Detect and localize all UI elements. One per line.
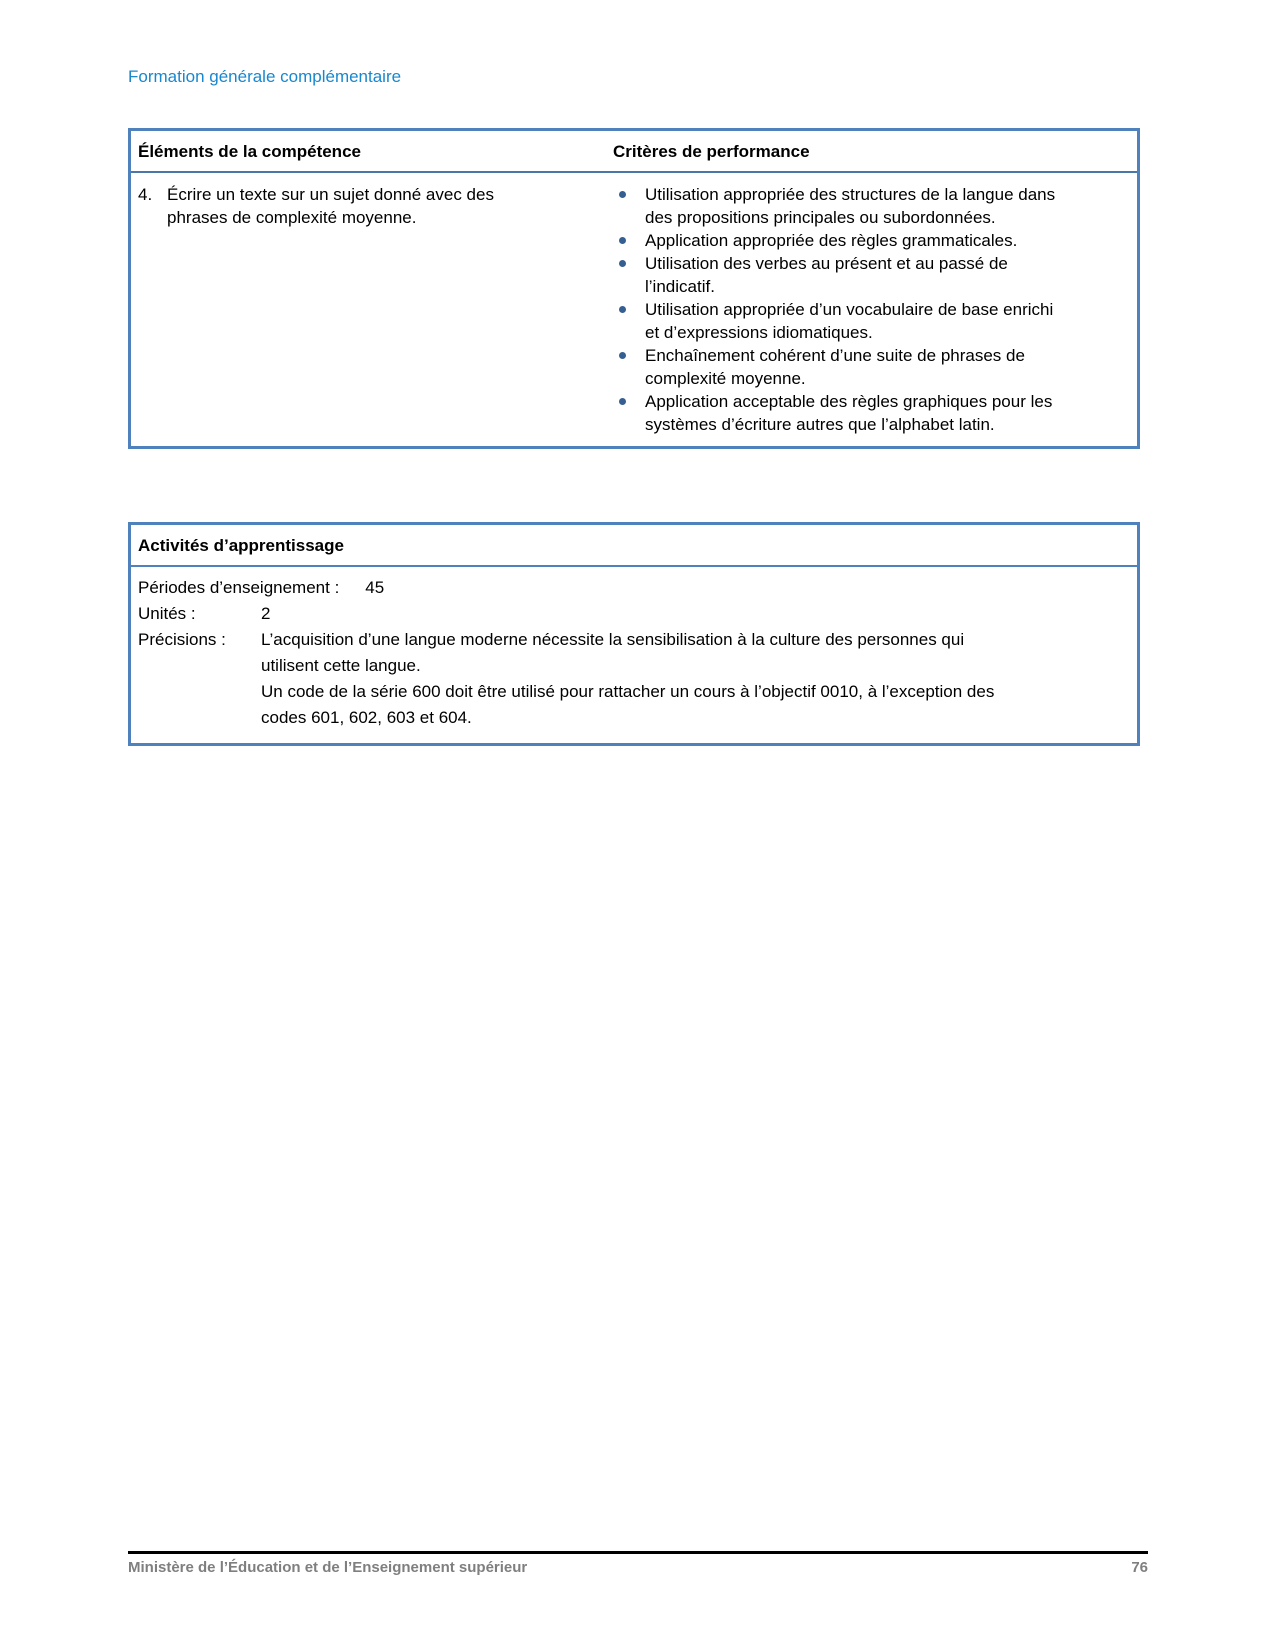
criterion-item: Utilisation appropriée des structures de la langue dans des propositions principales ou subordonnées. <box>613 183 1127 229</box>
bullet-icon <box>619 191 626 198</box>
bullet-icon <box>619 237 626 244</box>
precisions-paragraph: L’acquisition d’une langue moderne nécessite la sensibilisation à la culture des personnes qui utilisent cette langue. <box>261 630 965 675</box>
precisions-label: Précisions : <box>138 630 226 649</box>
element-item <box>138 183 613 229</box>
unites-row <box>138 601 1127 627</box>
column-header-criteres: Critères de performance <box>613 142 810 161</box>
bullet-icon <box>619 352 626 359</box>
precisions-text <box>261 627 1019 731</box>
bullet-icon <box>619 398 626 405</box>
element-number: 4. <box>138 185 153 204</box>
activities-body <box>131 567 1137 743</box>
running-header: Formation générale complémentaire <box>128 67 402 86</box>
bullet-icon <box>619 260 626 267</box>
unites-value: 2 <box>261 604 271 623</box>
activities-title: Activités d’apprentissage <box>131 525 1137 567</box>
criterion-item: Application appropriée des règles grammaticales. <box>613 229 1127 252</box>
competence-table-header-row <box>131 131 1137 173</box>
precisions-row <box>138 627 1127 731</box>
element-cell <box>138 183 613 436</box>
criterion-item: Enchaînement cohérent d’une suite de phrases de complexité moyenne. <box>613 344 1127 390</box>
unites-label: Unités : <box>138 604 196 623</box>
footer-ministry: Ministère de l’Éducation et de l’Enseignement supérieur <box>128 1559 528 1576</box>
column-header-elements: Éléments de la compétence <box>138 142 361 161</box>
competence-table <box>128 128 1140 449</box>
periodes-value: 45 <box>365 578 385 597</box>
periodes-row <box>138 575 1127 601</box>
precisions-paragraph: Un code de la série 600 doit être utilisé pour rattacher un cours à l’objectif 0010, à l’exception des codes 601, 602, 603 et 604. <box>261 682 995 727</box>
page-number: 76 <box>1131 1559 1148 1576</box>
footer-rule <box>128 1551 1148 1554</box>
periodes-label: Périodes d’enseignement : <box>138 578 340 597</box>
criterion-item: Utilisation des verbes au présent et au passé de l’indicatif. <box>613 252 1127 298</box>
criterion-item: Utilisation appropriée d’un vocabulaire de base enrichi et d’expressions idiomatiques. <box>613 298 1127 344</box>
competence-table-body <box>131 173 1137 446</box>
activities-box <box>128 522 1140 746</box>
criteria-list <box>613 183 1127 436</box>
page-footer <box>128 1551 1148 1577</box>
criterion-item: Application acceptable des règles graphiques pour les systèmes d’écriture autres que l’alphabet latin. <box>613 390 1127 436</box>
element-text: Écrire un texte sur un sujet donné avec des phrases de complexité moyenne. <box>167 185 494 227</box>
criteria-cell <box>613 183 1127 436</box>
bullet-icon <box>619 306 626 313</box>
